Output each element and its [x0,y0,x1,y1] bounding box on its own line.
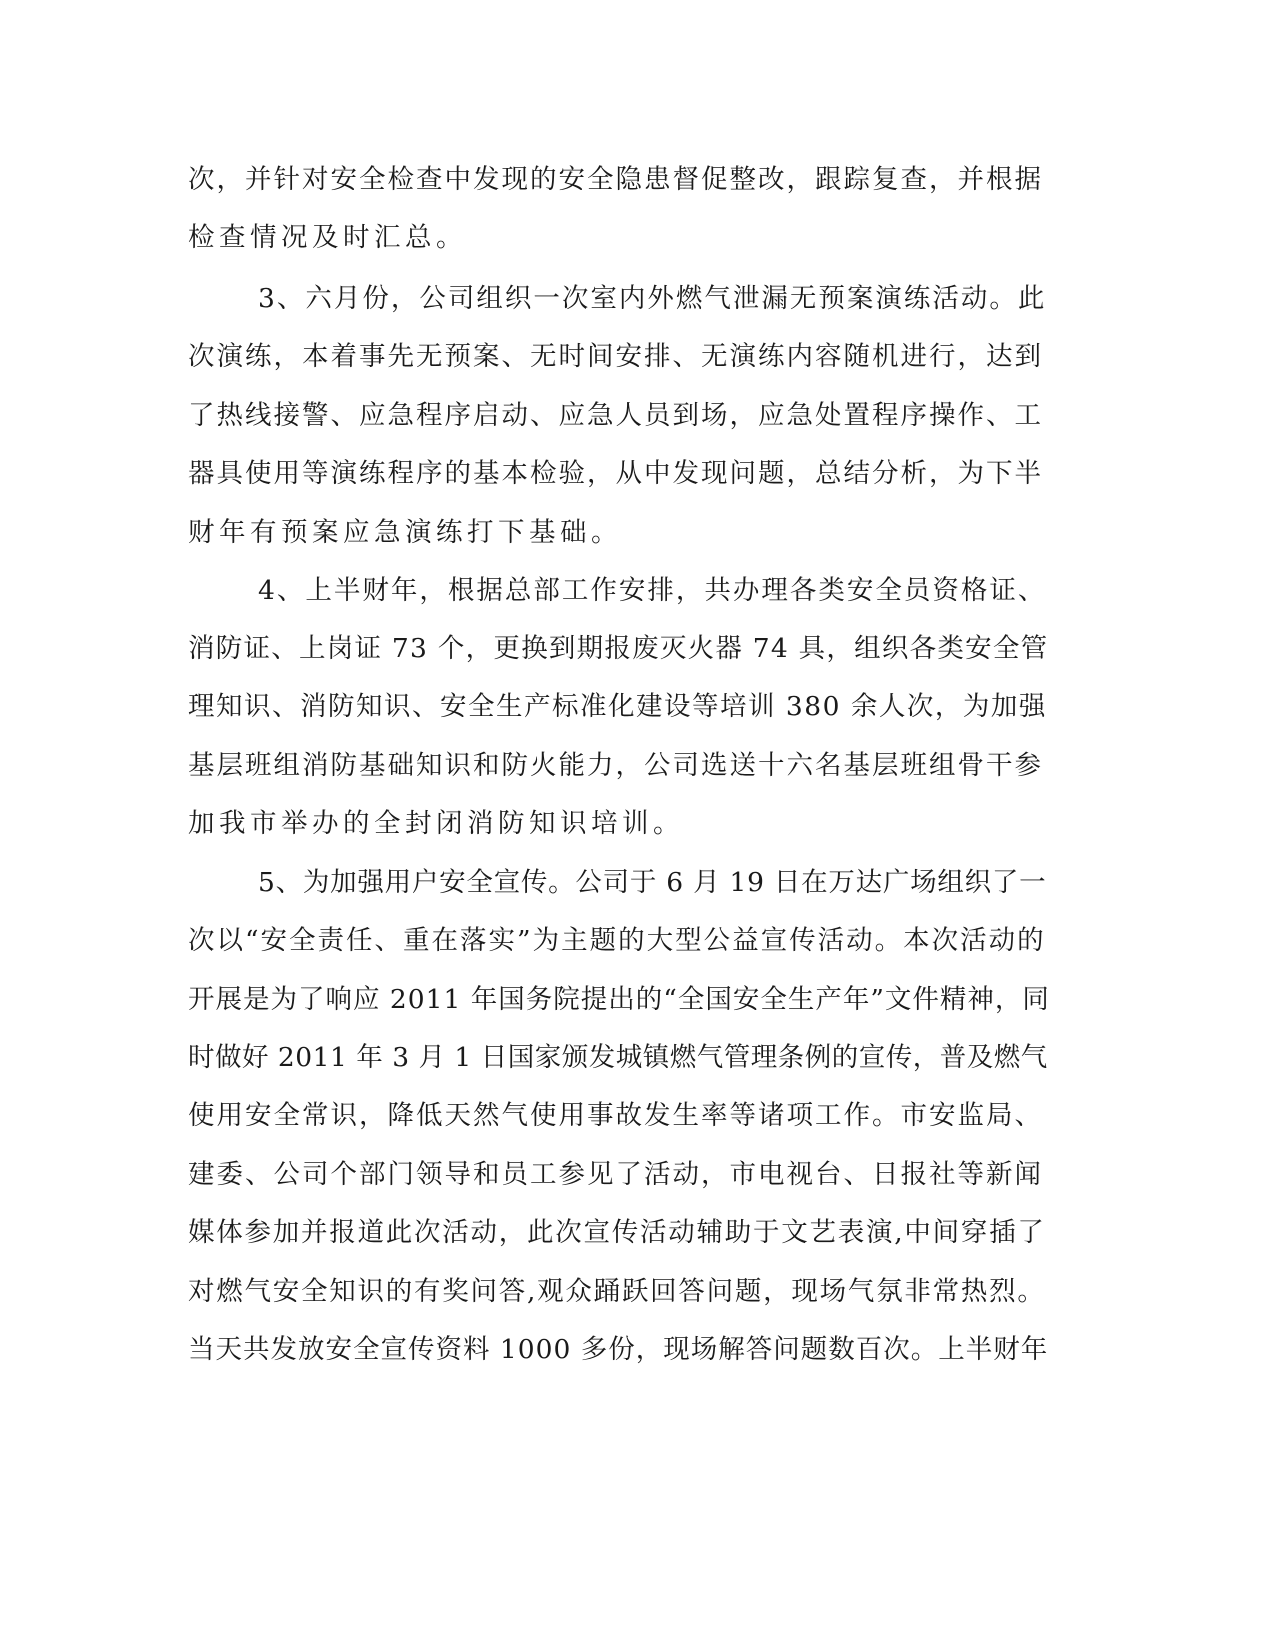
text-line: 基层班组消防基础知识和防火能力，公司选送十六名基层班组骨干参 [188,750,1043,781]
text-line: 时做好 2011 年 3 月 1 日国家颁发城镇燃气管理条例的宣传，普及燃气 [188,1042,1048,1073]
paragraph-start-line: 5、为加强用户安全宣传。公司于 6 月 19 日在万达广场组织了一 [258,867,1047,898]
text-line: 建委、公司个部门领导和员工参见了活动，市电视台、日报社等新闻 [188,1159,1043,1190]
text-line: 器具使用等演练程序的基本检验，从中发现问题，总结分析，为下半 [188,458,1043,489]
text-line: 了热线接警、应急程序启动、应急人员到场，应急处置程序操作、工 [188,400,1043,431]
text-line: 消防证、上岗证 73 个，更换到期报废灭火器 74 具，组织各类安全管 [188,633,1049,664]
text-line: 财年有预案应急演练打下基础。 [188,517,622,548]
text-line: 次以“安全责任、重在落实”为主题的大型公益宣传活动。本次活动的 [188,925,1046,956]
paragraph-start-line: 3、六月份，公司组织一次室内外燃气泄漏无预案演练活动。此 [258,283,1047,314]
text-line: 次演练，本着事先无预案、无时间安排、无演练内容随机进行，达到 [188,341,1043,372]
text-line: 检查情况及时汇总。 [188,222,467,253]
text-line: 次，并针对安全检查中发现的安全隐患督促整改，跟踪复查，并根据 [188,164,1043,195]
text-line: 理知识、消防知识、安全生产标准化建设等培训 380 余人次，为加强 [188,691,1047,722]
text-line: 对燃气安全知识的有奖问答,观众踊跃回答问题，现场气氛非常热烈。 [188,1276,1046,1307]
text-line: 媒体参加并报道此次活动，此次宣传活动辅助于文艺表演,中间穿插了 [188,1217,1046,1248]
text-line: 开展是为了响应 2011 年国务院提出的“全国安全生产年”文件精神，同 [188,984,1050,1015]
text-line: 加我市举办的全封闭消防知识培训。 [188,808,684,839]
text-line: 当天共发放安全宣传资料 1000 多份，现场解答问题数百次。上半财年 [188,1334,1049,1365]
text-line: 使用安全常识，降低天然气使用事故发生率等诸项工作。市安监局、 [188,1100,1043,1131]
paragraph-start-line: 4、上半财年，根据总部工作安排，共办理各类安全员资格证、 [258,575,1047,606]
